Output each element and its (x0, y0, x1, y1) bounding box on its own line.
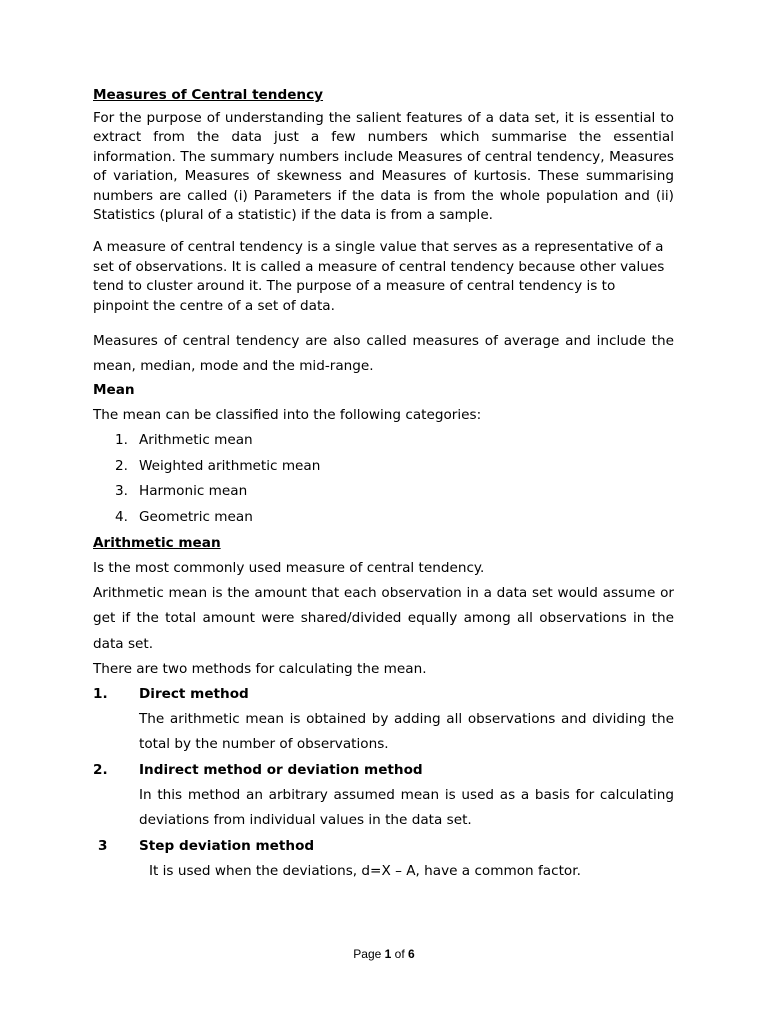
method-heading-direct (93, 682, 674, 707)
arithmetic-mean-definition: Arithmetic mean is the amount that each observation in a data set would assume or get if the total amount were shared/divided equally among all observations in the data set. (93, 585, 674, 652)
average-paragraph: Measures of central tendency are also called measures of average and include the mean, median, mode and the mid-range. (93, 333, 674, 374)
method-number: 3 (98, 837, 108, 854)
footer-total-pages: 6 (408, 947, 415, 961)
list-item-label: Geometric mean (139, 508, 253, 525)
method-number: 2. (93, 761, 108, 778)
list-item-number: 1. (115, 432, 128, 449)
method-title: Direct method (139, 685, 249, 702)
mean-intro: The mean can be classified into the following categories: (93, 407, 482, 424)
list-item (93, 454, 674, 480)
method-body-direct: The arithmetic mean is obtained by adding all observations and dividing the total by the number of observations. (139, 710, 674, 753)
method-title: Indirect method or deviation method (139, 761, 423, 778)
mean-categories-list (93, 428, 674, 530)
footer-current-page: 1 (384, 947, 392, 961)
definition-paragraph: A measure of central tendency is a single value that serves as a representative of a set of observations. It is called a measure of central tendency because other values tend to cluster around it. The purpose of a measure of central tendency is to pinpoint the centre of a set of data. (93, 239, 665, 314)
list-item-number: 2. (115, 457, 128, 474)
arithmetic-mean-line1: Is the most commonly used measure of central tendency. (93, 560, 485, 577)
list-item-number: 4. (115, 508, 128, 525)
footer-page-prefix: Page (353, 947, 382, 961)
method-number: 1. (93, 685, 108, 702)
list-item-label: Arithmetic mean (139, 432, 253, 449)
list-item-number: 3. (115, 483, 128, 500)
list-item (93, 479, 674, 505)
document-page (93, 84, 674, 884)
list-item-label: Weighted arithmetic mean (139, 457, 321, 474)
list-item-label: Harmonic mean (139, 483, 248, 500)
list-item (93, 428, 674, 454)
method-body-indirect: In this method an arbitrary assumed mean is used as a basis for calculating deviations from individual values in the data set. (139, 786, 674, 829)
page-title: Measures of Central tendency (93, 87, 324, 103)
arithmetic-mean-heading: Arithmetic mean (93, 535, 221, 552)
method-heading-step-deviation (93, 834, 674, 859)
footer-of: of (394, 947, 405, 961)
method-heading-indirect (93, 758, 674, 783)
intro-paragraph: For the purpose of understanding the salient features of a data set, it is essential to extract from the data just a few numbers which summarise the essential information. The summary numbers include Measures of central tendency, Measures of variation, Measures of skewness and Measures of kurtosis. These summarising numbers are called (i) Parameters if the data is from the whole population and (ii) Statistics (plural of a statistic) if the data is from a sample. (93, 110, 674, 224)
method-body-step-deviation: It is used when the deviations, d=X – A, have a common factor. (149, 862, 581, 879)
arithmetic-mean-methods-intro: There are two methods for calculating the mean. (93, 660, 427, 677)
page-footer (0, 947, 768, 961)
list-item (93, 505, 674, 531)
mean-heading: Mean (93, 382, 135, 399)
method-title: Step deviation method (139, 837, 315, 854)
